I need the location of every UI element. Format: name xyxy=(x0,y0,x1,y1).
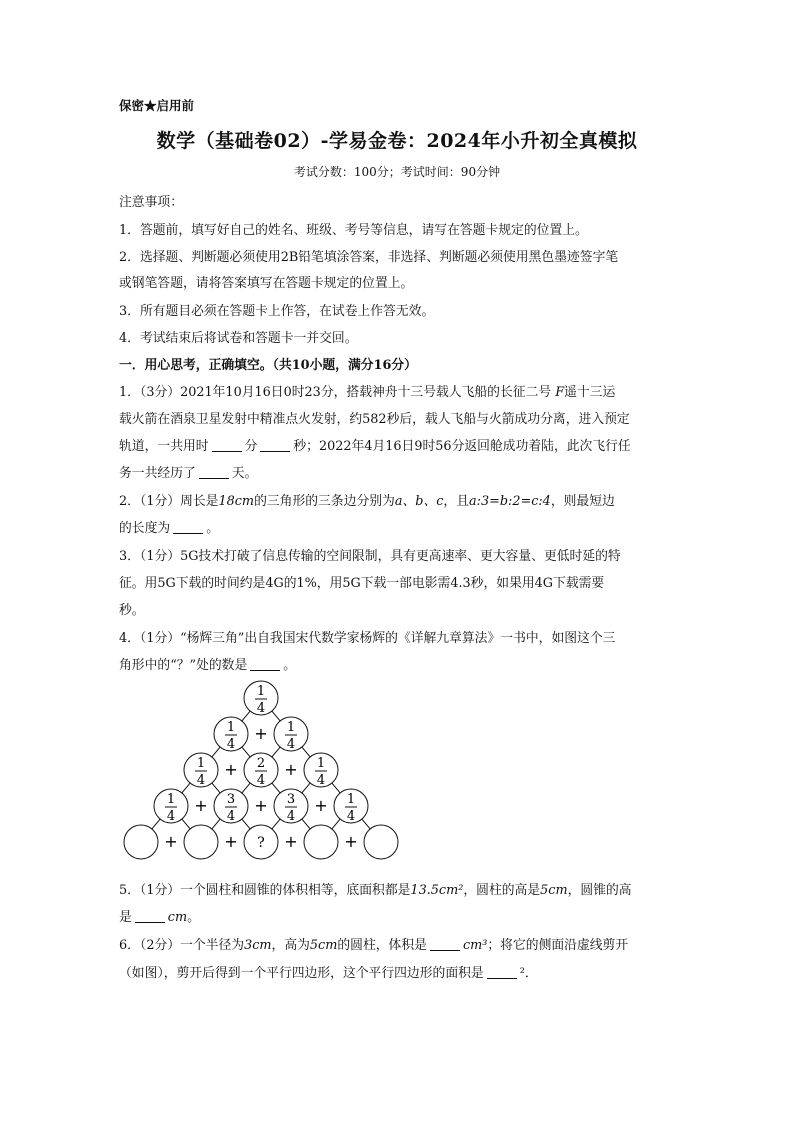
question-2-line: 的长度为 。 xyxy=(119,521,219,536)
plus-sign: + xyxy=(164,832,178,851)
connector-line xyxy=(332,819,340,829)
fraction-numerator: 1 xyxy=(196,756,206,771)
plus-sign: + xyxy=(254,724,268,743)
yanghui-triangle-figure xyxy=(116,676,406,868)
question-5-line: 5．（1分）一个圆柱和圆锥的体积相等，底面积都是13.5cm²，圆柱的高是5cm，圆锥的高 xyxy=(119,883,632,898)
fraction-denominator: 4 xyxy=(166,809,176,824)
plus-sign: + xyxy=(284,832,298,851)
section-heading: 一．用心思考，正确填空。（共10小题，满分16分） xyxy=(119,358,417,373)
question-2-line: 2．（1分）周长是18cm的三角形的三条边分别为a、b、c，且a:3=b:2=c:4，则最短边 xyxy=(119,494,615,509)
fraction-numerator: 1 xyxy=(256,684,266,699)
connector-line xyxy=(332,783,340,793)
fraction-numerator: 3 xyxy=(226,792,236,807)
plus-sign: + xyxy=(344,832,358,851)
answer-blank[interactable] xyxy=(260,439,290,452)
connector-line xyxy=(182,819,190,829)
answer-blank[interactable] xyxy=(199,466,229,479)
connector-line xyxy=(212,783,220,793)
plus-sign: + xyxy=(224,760,238,779)
answer-blank[interactable] xyxy=(487,966,517,979)
confidential-mark: 保密★启用前 xyxy=(119,98,195,113)
question-1-line: 务一共经历了 天。 xyxy=(119,466,258,481)
question-6-line: 6．（2分）一个半径为3cm，高为5cm的圆柱，体积是 cm³；将它的侧面沿虚线剪开 xyxy=(119,938,629,953)
answer-blank[interactable] xyxy=(212,439,242,452)
connector-line xyxy=(272,711,280,721)
notes-heading: 注意事项： xyxy=(119,195,183,210)
fraction-denominator: 4 xyxy=(256,701,266,716)
question-1-line: 载火箭在酒泉卫星发射中精准点火发射，约582秒后，载人飞船与火箭成功分离，进入预定 xyxy=(119,412,630,427)
triangle-node xyxy=(364,825,398,859)
fraction-denominator: 4 xyxy=(196,773,206,788)
fraction-denominator: 4 xyxy=(226,737,236,752)
exam-info: 考试分数：100分；考试时间：90分钟 xyxy=(293,165,501,179)
plus-sign: + xyxy=(254,796,268,815)
note-item: 1．答题前，填写好自己的姓名、班级、考号等信息，请写在答题卡规定的位置上。 xyxy=(119,223,588,238)
connector-line xyxy=(242,711,250,721)
question-1-line: 轨道，一共用时 分 秒；2022年4月16日9时56分返回舱成功着陆，此次飞行任 xyxy=(119,439,631,454)
fraction-denominator: 4 xyxy=(256,773,266,788)
connector-line xyxy=(182,783,190,793)
page-title: 数学（基础卷02）-学易金卷：2024年小升初全真模拟 xyxy=(156,130,638,152)
question-5-line: 是 cm。 xyxy=(119,910,200,925)
fraction-numerator: 1 xyxy=(166,792,176,807)
triangle-node xyxy=(184,825,218,859)
connector-line xyxy=(152,819,160,829)
question-3-line: 秒。 xyxy=(119,603,145,618)
answer-blank[interactable] xyxy=(173,521,203,534)
fraction-denominator: 4 xyxy=(286,737,296,752)
unknown-value: ? xyxy=(257,835,265,851)
connector-line xyxy=(242,747,250,757)
question-3-line: 征。用5G下载的时间约是4G的1%，用5G下载一部电影需4.3秒，如果用4G下载需要 xyxy=(119,576,605,591)
connector-line xyxy=(272,783,280,793)
triangle-node xyxy=(124,825,158,859)
plus-sign: + xyxy=(314,796,328,815)
note-item: 3．所有题目必须在答题卡上作答，在试卷上作答无效。 xyxy=(119,304,435,319)
fraction-numerator: 1 xyxy=(286,720,296,735)
fraction-denominator: 4 xyxy=(316,773,326,788)
fraction-numerator: 1 xyxy=(226,720,236,735)
answer-blank[interactable] xyxy=(430,938,460,951)
connector-line xyxy=(302,783,310,793)
plus-sign: + xyxy=(224,832,238,851)
connector-line xyxy=(212,819,220,829)
note-item: 4．考试结束后将试卷和答题卡一并交回。 xyxy=(119,331,358,346)
connector-line xyxy=(272,819,280,829)
answer-blank[interactable] xyxy=(135,910,165,923)
note-item: 或钢笔答题，请将答案填写在答题卡规定的位置上。 xyxy=(119,276,414,291)
fraction-numerator: 2 xyxy=(256,756,266,771)
connector-line xyxy=(302,747,310,757)
question-4-line: 4．（1分）“杨辉三角”出自我国宋代数学家杨辉的《详解九章算法》一书中，如图这个三 xyxy=(119,631,616,646)
question-3-line: 3．（1分）5G技术打破了信息传输的空间限制，具有更高速率、更大容量、更低时延的特 xyxy=(119,549,621,564)
connector-line xyxy=(362,819,370,829)
fraction-numerator: 1 xyxy=(316,756,326,771)
answer-blank[interactable] xyxy=(250,658,280,671)
connector-line xyxy=(242,819,250,829)
connector-line xyxy=(242,783,250,793)
connector-line xyxy=(212,747,220,757)
fraction-denominator: 4 xyxy=(226,809,236,824)
plus-sign: + xyxy=(284,760,298,779)
fraction-denominator: 4 xyxy=(346,809,356,824)
question-6-line: （如图），剪开后得到一个平行四边形，这个平行四边形的面积是 ²． xyxy=(119,966,538,981)
triangle-node xyxy=(304,825,338,859)
plus-sign: + xyxy=(194,796,208,815)
note-item: 2．选择题、判断题必须使用2B铅笔填涂答案，非选择、判断题必须使用黑色墨迹签字笔 xyxy=(119,250,619,265)
fraction-denominator: 4 xyxy=(286,809,296,824)
connector-line xyxy=(272,747,280,757)
question-4-line: 角形中的“？”处的数是 。 xyxy=(119,658,297,673)
fraction-numerator: 1 xyxy=(346,792,356,807)
fraction-numerator: 3 xyxy=(286,792,296,807)
question-1-line: 1．（3分）2021年10月16日0时23分，搭载神舟十三号载人飞船的长征二号 F遥十三运 xyxy=(119,385,616,400)
connector-line xyxy=(302,819,310,829)
